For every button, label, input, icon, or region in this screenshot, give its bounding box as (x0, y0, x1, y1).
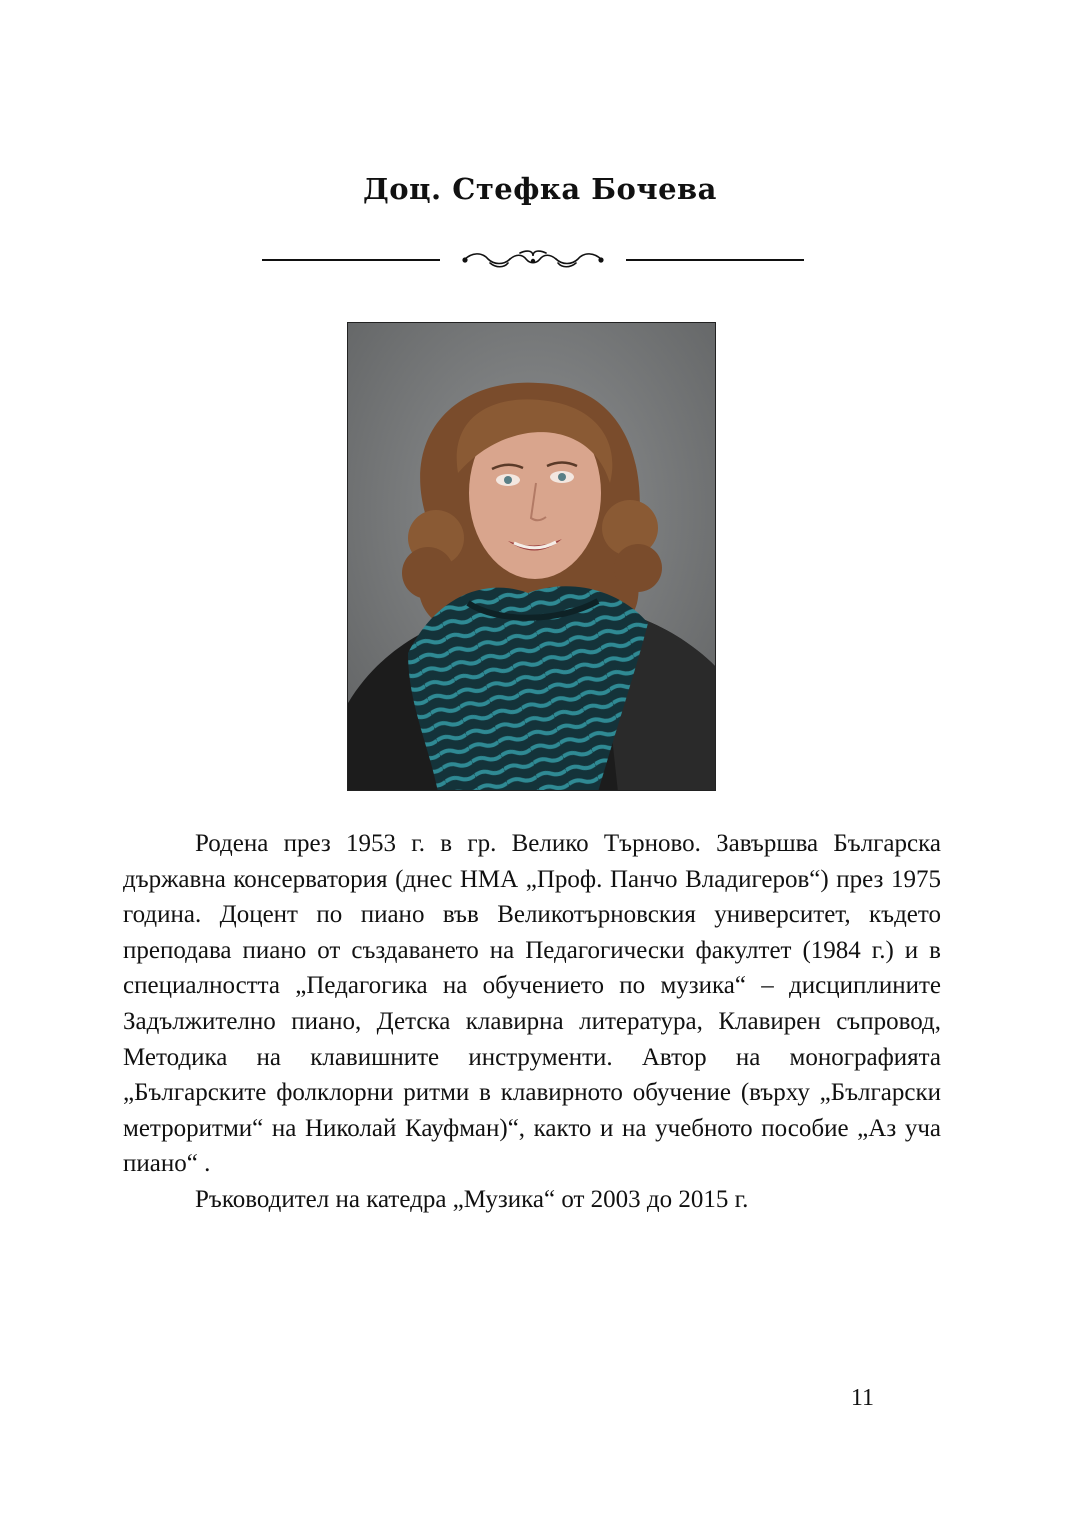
portrait-photo (347, 322, 716, 791)
title-divider-left (262, 259, 440, 261)
flourish-ornament-icon (460, 248, 606, 270)
title-divider-right (626, 259, 804, 261)
bio-paragraph: Родена през 1953 г. в гр. Велико Търново. Завършва Българска държавна консерватория (днес НМА „Проф. Панчо Владигеров“) през 1975 година. Доцент по пиано във Великотърновския университет, където преподава пиано от създаването на Педагогически факултет (1984 г.) и в специалността „Педагогика на обучението по музика“ – дисциплините Задължително пиано, Детска клавирна литература, Клавирен съпровод, Методика на клавишните инструменти. Автор на монографията „Българските фолклорни ритми в клавирното обучение (върху „Български метроритми“ на Николай Кауфман)“, както и на учебното пособие „Аз уча пиано“ . (123, 830, 941, 1178)
page-title: Доц. Стефка Бочева (363, 172, 717, 206)
page-number: 11 (850, 1385, 874, 1411)
bio-paragraph: Ръководител на катедра „Музика“ от 2003 до 2015 г. (195, 1185, 749, 1213)
biography-text (123, 826, 941, 1218)
